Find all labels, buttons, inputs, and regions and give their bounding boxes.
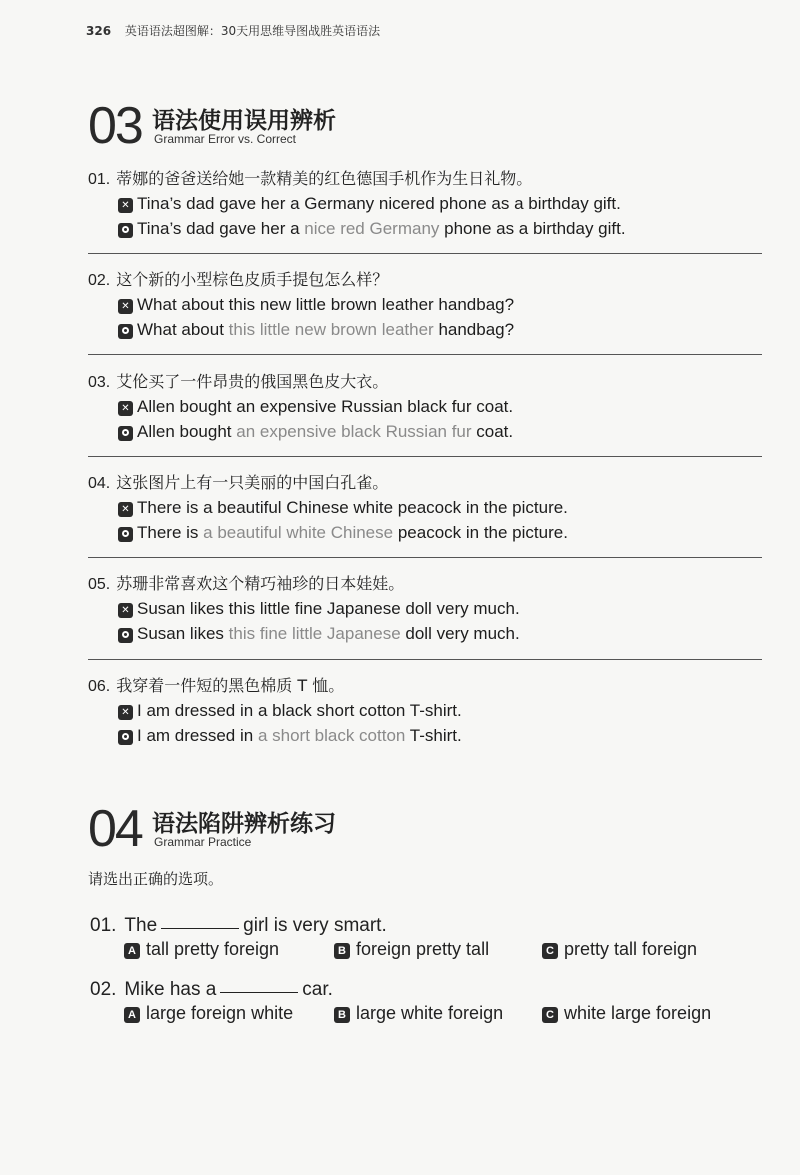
option-b[interactable]: B large white foreign	[334, 1003, 503, 1024]
question: 03. 艾伦买了一件昂贵的俄国黑色皮大衣。	[88, 372, 389, 391]
wrong-mark-icon: ✕	[118, 401, 133, 416]
letter-b-icon: B	[334, 1007, 350, 1023]
correct-mark-icon	[118, 426, 133, 441]
question: 05. 苏珊非常喜欢这个精巧袖珍的日本娃娃。	[88, 574, 405, 593]
divider	[88, 456, 762, 457]
page-header	[86, 22, 380, 39]
wrong-mark-icon: ✕	[118, 603, 133, 618]
letter-a-icon: A	[124, 943, 140, 959]
letter-c-icon: C	[542, 943, 558, 959]
divider	[88, 557, 762, 558]
question-stem: 01. The girl is very smart.	[90, 915, 387, 936]
error-item	[88, 269, 768, 342]
question-stem: 02. Mike has a car.	[90, 979, 333, 1000]
error-item	[88, 675, 768, 748]
option-a[interactable]: A tall pretty foreign	[124, 939, 279, 960]
section-subtitle: Grammar Practice	[154, 835, 252, 849]
highlighted-correction: this fine little Japanese	[228, 624, 401, 643]
section-subtitle: Grammar Error vs. Correct	[154, 132, 297, 146]
correct-mark-icon	[118, 628, 133, 643]
wrong-sentence: ✕ Tina’s dad gave her a Germany nicered phone as a birthday gift.	[118, 191, 768, 216]
question: 04. 这张图片上有一只美丽的中国白孔雀。	[88, 473, 389, 492]
practice-question	[90, 977, 770, 1029]
error-item	[88, 371, 768, 444]
wrong-sentence: ✕ Allen bought an expensive Russian black fur coat.	[118, 394, 768, 419]
options	[90, 1003, 770, 1029]
correct-sentence: There is a beautiful white Chinese peacock in the picture.	[118, 520, 768, 545]
wrong-sentence: ✕ I am dressed in a black short cotton T-shirt.	[118, 698, 768, 723]
divider	[88, 354, 762, 355]
correct-mark-icon	[118, 527, 133, 542]
wrong-sentence: ✕ Susan likes this little fine Japanese doll very much.	[118, 596, 768, 621]
answer-blank	[161, 928, 239, 929]
correct-sentence: I am dressed in a short black cotton T-shirt.	[118, 723, 768, 748]
correct-sentence: What about this little new brown leather handbag?	[118, 317, 768, 342]
question: 01. 蒂娜的爸爸送给她一款精美的红色德国手机作为生日礼物。	[88, 169, 533, 188]
section-number: 03	[88, 97, 142, 155]
correct-sentence: Tina’s dad gave her a nice red Germany phone as a birthday gift.	[118, 216, 768, 241]
wrong-mark-icon: ✕	[118, 705, 133, 720]
book-title: 英语语法超图解：30天用思维导图战胜英语语法	[124, 24, 381, 38]
highlighted-correction: an expensive black Russian fur	[236, 422, 472, 441]
highlighted-correction: nice red Germany	[304, 219, 440, 238]
highlighted-correction: this little new brown leather	[228, 320, 434, 339]
wrong-sentence: ✕ There is a beautiful Chinese white peacock in the picture.	[118, 495, 768, 520]
wrong-mark-icon: ✕	[118, 198, 133, 213]
question: 06. 我穿着一件短的黑色棉质 T 恤。	[88, 676, 345, 695]
option-b[interactable]: B foreign pretty tall	[334, 939, 489, 960]
highlighted-correction: a beautiful white Chinese	[203, 523, 394, 542]
highlighted-correction: a short black cotton	[257, 726, 406, 745]
divider	[88, 659, 762, 660]
option-c[interactable]: C white large foreign	[542, 1003, 711, 1024]
section-title: 语法陷阱辨析练习	[152, 811, 336, 837]
divider	[88, 253, 762, 254]
answer-blank	[220, 992, 298, 993]
letter-b-icon: B	[334, 943, 350, 959]
options	[90, 939, 770, 965]
wrong-sentence: ✕ What about this new little brown leather handbag?	[118, 292, 768, 317]
wrong-mark-icon: ✕	[118, 299, 133, 314]
page-number: 326	[86, 24, 112, 38]
option-a[interactable]: A large foreign white	[124, 1003, 293, 1024]
correct-mark-icon	[118, 223, 133, 238]
section-title: 语法使用误用辨析	[152, 108, 336, 134]
letter-a-icon: A	[124, 1007, 140, 1023]
wrong-mark-icon: ✕	[118, 502, 133, 517]
correct-sentence: Allen bought an expensive black Russian fur coat.	[118, 419, 768, 444]
question: 02. 这个新的小型棕色皮质手提包怎么样？	[88, 270, 389, 289]
letter-c-icon: C	[542, 1007, 558, 1023]
correct-mark-icon	[118, 324, 133, 339]
section-number: 04	[88, 800, 142, 858]
correct-sentence: Susan likes this fine little Japanese doll very much.	[118, 621, 768, 646]
error-item	[88, 472, 768, 545]
instruction: 请选出正确的选项。	[88, 870, 224, 888]
error-item	[88, 168, 768, 241]
option-c[interactable]: C pretty tall foreign	[542, 939, 697, 960]
error-item	[88, 573, 768, 646]
correct-mark-icon	[118, 730, 133, 745]
practice-question	[90, 913, 770, 965]
